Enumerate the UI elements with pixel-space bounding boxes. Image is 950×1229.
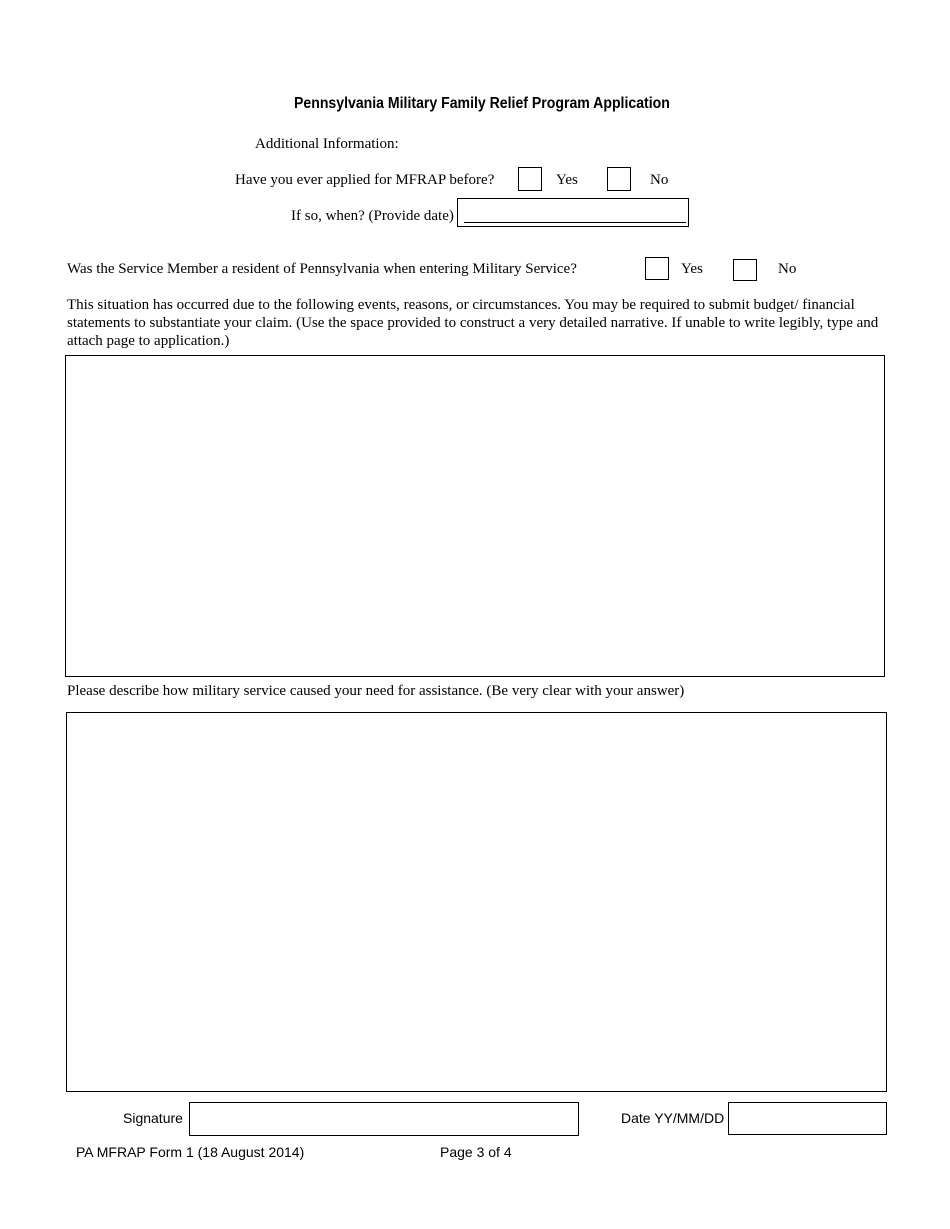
footer-form-id: PA MFRAP Form 1 (18 August 2014)	[76, 1144, 305, 1160]
military-cause-prompt: Please describe how military service caused your need for assistance. (Be very clear with your answer)	[67, 683, 685, 699]
applied-before-no-checkbox[interactable]	[607, 167, 631, 191]
narrative-textarea[interactable]	[65, 355, 885, 677]
applied-before-yes-label: Yes	[556, 172, 578, 188]
resident-question: Was the Service Member a resident of Pennsylvania when entering Military Service?	[67, 261, 577, 277]
resident-yes-checkbox[interactable]	[645, 257, 669, 280]
signature-field[interactable]	[189, 1102, 579, 1136]
footer-page-number: Page 3 of 4	[440, 1144, 512, 1160]
narrative-instructions: This situation has occurred due to the following events, reasons, or circumstances. You may be required to submit budget/ financial statements to substantiate your claim. (Use the space provided to construct a very detailed narrative. If unable to write legibly, type and attach page to application.)	[67, 297, 879, 349]
form-title: Pennsylvania Military Family Relief Program Application	[294, 95, 670, 112]
additional-info-label: Additional Information:	[255, 136, 399, 152]
applied-before-no-label: No	[650, 172, 669, 188]
resident-no-label: No	[778, 261, 797, 277]
resident-yes-label: Yes	[681, 261, 703, 277]
military-cause-textarea[interactable]	[66, 712, 887, 1092]
applied-date-field[interactable]	[457, 198, 689, 227]
resident-no-checkbox[interactable]	[733, 259, 757, 281]
applied-before-yes-checkbox[interactable]	[518, 167, 542, 191]
applied-when-question: If so, when? (Provide date)	[291, 208, 454, 224]
signature-label: Signature	[123, 1110, 183, 1126]
date-label: Date YY/MM/DD	[621, 1110, 725, 1126]
date-field[interactable]	[728, 1102, 887, 1135]
applied-before-question: Have you ever applied for MFRAP before?	[235, 172, 495, 188]
applied-date-underline	[464, 222, 686, 223]
